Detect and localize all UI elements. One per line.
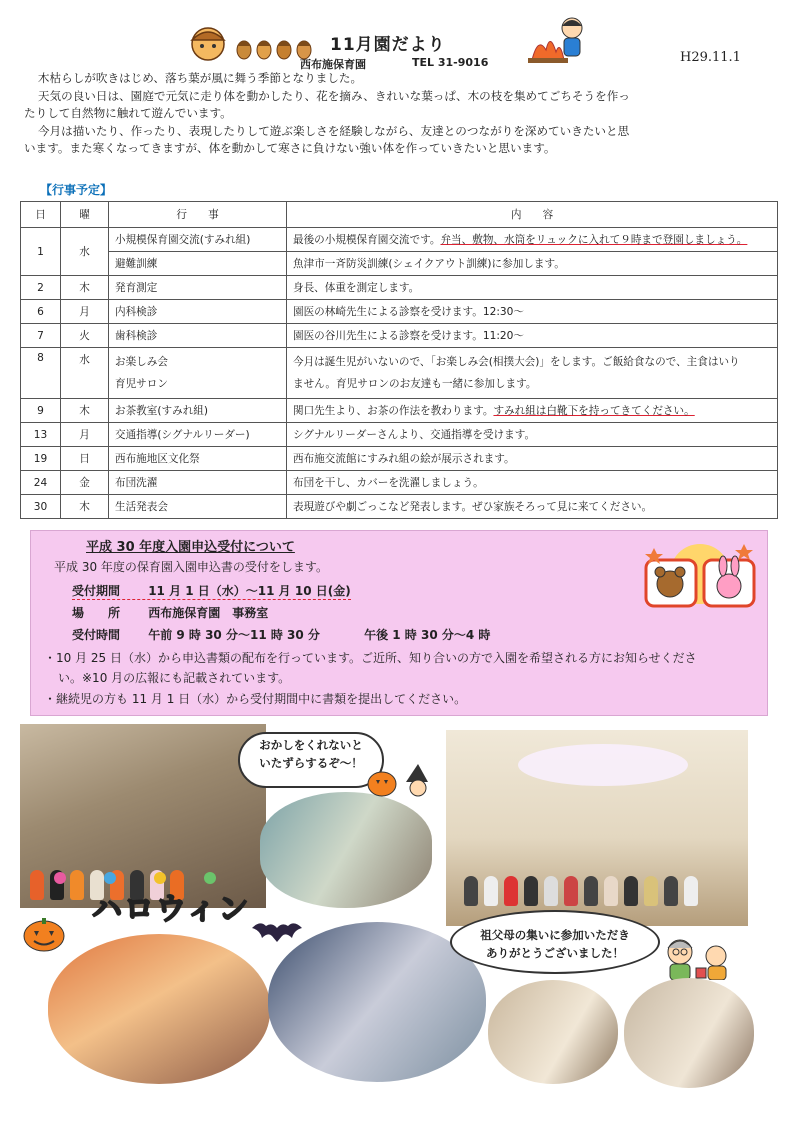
cell-event: 発育測定 [109, 276, 287, 300]
grandparents-photo [446, 730, 748, 926]
admission-hours-row [72, 626, 490, 643]
cell-event: 歯科検診 [109, 324, 287, 348]
issue-date: H29.11.1 [680, 50, 741, 65]
table-row [21, 228, 778, 252]
cell-day: 2 [21, 276, 61, 300]
cell-dow: 木 [61, 276, 109, 300]
period-label: 受付期間 [72, 584, 121, 598]
table-row [21, 399, 778, 423]
speech-bubble-grandparents [450, 910, 660, 974]
intro-text [24, 70, 764, 158]
bubble-line: 祖父母の集いに参加いただき [480, 928, 630, 942]
header-day: 日 [21, 202, 61, 228]
cell-day: 13 [21, 423, 61, 447]
cell-dow: 日 [61, 447, 109, 471]
event-line: お楽しみ会 [115, 356, 168, 368]
nursery-name: 西布施保育園 [300, 58, 366, 71]
photo-banner [518, 744, 688, 786]
cell-detail: 布団を干し、カバーを洗濯しましょう。 [287, 471, 778, 495]
cell-detail [287, 399, 778, 423]
note-line: ・10 月 25 日（水）から申込書類の配布を行っています。ご近所、知り合いの方で入園を希望される方にお知らせくださ [44, 651, 697, 665]
campfire-child-icon [524, 16, 588, 64]
cell-day: 24 [21, 471, 61, 495]
halloween-photo-2 [260, 792, 432, 908]
admission-place-row [72, 604, 268, 621]
table-row [21, 252, 778, 276]
cell-event: 布団洗濯 [109, 471, 287, 495]
cell-event [109, 348, 287, 399]
cell-dow: 木 [61, 399, 109, 423]
cell-detail: 魚津市一斉防災訓練(シェイクアウト訓練)に参加します。 [287, 252, 778, 276]
detail-text: 最後の小規模保育園交流です。 [293, 234, 441, 246]
cell-dow: 月 [61, 300, 109, 324]
header-event: 行 事 [109, 202, 287, 228]
place-label: 場 所 [72, 606, 121, 620]
note-line: い。※10 月の広報にも記載されています。 [58, 671, 291, 685]
cell-event: 内科検診 [109, 300, 287, 324]
cell-day: 8 [21, 348, 61, 399]
detail-line: 今月は誕生児がいないので、「お楽しみ会(相撲大会)」をします。ご飯給食なので、主食はいり [293, 356, 740, 368]
header-dow: 曜 [61, 202, 109, 228]
table-row [21, 423, 778, 447]
bubble-line: ありがとうございました！ [486, 946, 624, 960]
cell-dow: 水 [61, 228, 109, 276]
intro-line: 今月は描いたり、作ったり、表現したりして遊ぶ楽しさを経験しながら、友達とのつながりを深めていきたいと思 [37, 123, 630, 138]
detail-underlined: 弁当、敷物、水筒をリュックに入れて９時まで登園しましょう。 [440, 234, 748, 246]
cell-detail [287, 348, 778, 399]
cell-event: 避難訓練 [109, 252, 287, 276]
cell-detail: 表現遊びや劇ごっこなど発表します。ぜひ家族そろって見に来てください。 [287, 495, 778, 519]
table-row [21, 348, 778, 399]
bubble-line: おかしをくれないと [259, 738, 363, 752]
cell-detail: 園医の谷川先生による診察を受けます。11:20～ [287, 324, 778, 348]
cell-event: 生活発表会 [109, 495, 287, 519]
cell-day: 7 [21, 324, 61, 348]
table-row [21, 300, 778, 324]
admission-title: 平成 30 年度入園申込受付について [86, 540, 295, 555]
header-detail: 内 容 [287, 202, 778, 228]
cell-dow: 金 [61, 471, 109, 495]
period-value: 11 月 1 日（水）～11 月 10 日(金) [148, 584, 351, 598]
grandparents-photo-3 [624, 978, 754, 1088]
intro-line: 木枯らしが吹きはじめ、落ち葉が風に舞う季節となりました。 [37, 71, 363, 85]
cell-day: 19 [21, 447, 61, 471]
cell-event: お茶教室(すみれ組) [109, 399, 287, 423]
intro-line: たりして自然物に触れて遊んでいます。 [24, 106, 232, 121]
admission-note-1 [44, 648, 760, 688]
cell-day: 6 [21, 300, 61, 324]
cell-day: 1 [21, 228, 61, 276]
table-row [21, 324, 778, 348]
bear-rabbit-window-icon [640, 540, 760, 610]
speech-bubble-halloween [238, 732, 384, 788]
cell-dow: 月 [61, 423, 109, 447]
intro-line: います。また寒くなってきますが、体を動かして寒さに負けない強い体を作っていきたいと思います。 [24, 141, 556, 156]
cell-dow: 木 [61, 495, 109, 519]
bat-icon [252, 920, 302, 944]
hours-pm: 午後 1 時 30 分～4 時 [364, 628, 491, 642]
phone-number: TEL 31-9016 [412, 56, 489, 69]
admission-period-row [72, 582, 351, 600]
cell-event: 小規模保育園交流(すみれ組) [109, 228, 287, 252]
cell-detail: 身長、体重を測定します。 [287, 276, 778, 300]
cell-dow: 火 [61, 324, 109, 348]
halloween-photo-3 [48, 934, 270, 1084]
table-row [21, 495, 778, 519]
jack-o-lantern-icon [22, 916, 66, 952]
page-title: 11月園だより [330, 35, 446, 55]
table-row [21, 447, 778, 471]
cell-event: 交通指導(シグナルリーダー) [109, 423, 287, 447]
event-line: 育児サロン [115, 378, 168, 390]
cell-day: 30 [21, 495, 61, 519]
place-value: 西布施保育園 事務室 [148, 606, 269, 620]
intro-line: 天気の良い日は、園庭で元気に走り体を動かしたり、花を摘み、きれいな葉っぱ、木の枝を集めてごちそうを作っ [37, 88, 630, 103]
bubble-line: いたずらするぞ～！ [259, 756, 363, 770]
detail-underlined: すみれ組は白靴下を持ってきてください。 [493, 405, 695, 417]
admission-note-2: ・継続児の方も 11 月 1 日（水）から受付期間中に書類を提出してください。 [44, 692, 467, 706]
halloween-title: ハロウィン [92, 892, 251, 927]
grandparents-illustration-icon [660, 934, 736, 980]
table-header-row [21, 202, 778, 228]
pumpkin-witch-icon [366, 764, 434, 798]
detail-text: 関口先生より、お茶の作法を教わります。 [293, 405, 494, 417]
detail-line: ません。育児サロンのお友達も一緒に参加します。 [293, 378, 537, 390]
hours-am: 午前 9 時 30 分～11 時 30 分 [148, 628, 320, 642]
candy-icon [40, 868, 260, 888]
admission-lead: 平成 30 年度の保育園入園申込書の受付をします。 [54, 560, 328, 574]
hours-label: 受付時間 [72, 628, 121, 642]
cell-day: 9 [21, 399, 61, 423]
cell-detail: 西布施交流館にすみれ組の絵が展示されます。 [287, 447, 778, 471]
cell-detail: シグナルリーダーさんより、交通指導を受けます。 [287, 423, 778, 447]
cell-detail: 園医の林崎先生による診察を受けます。12:30～ [287, 300, 778, 324]
table-row [21, 276, 778, 300]
schedule-table [20, 201, 778, 519]
table-row [21, 471, 778, 495]
cell-detail [287, 228, 778, 252]
cell-event: 西布施地区文化祭 [109, 447, 287, 471]
grandparents-photo-2 [488, 980, 618, 1084]
schedule-heading: 【行事予定】 [40, 183, 113, 197]
cell-dow: 水 [61, 348, 109, 399]
